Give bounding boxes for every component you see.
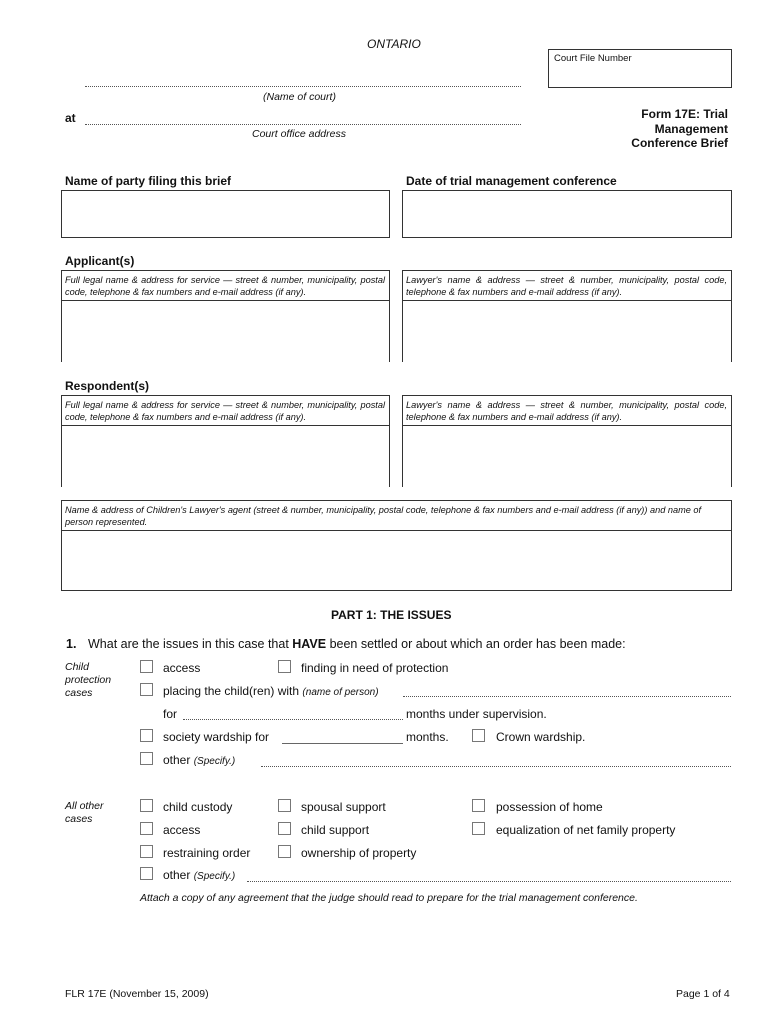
oc-access-label: access: [163, 823, 201, 837]
checkbox-society-wardship[interactable]: [140, 729, 153, 742]
cp-other-line: [261, 766, 731, 767]
name-of-court-label: (Name of court): [263, 91, 336, 103]
filing-party-input[interactable]: [63, 192, 388, 236]
cp-specify-hint: (Specify.): [193, 756, 236, 767]
restraining-order-label: restraining order: [163, 846, 251, 860]
checkbox-equalization[interactable]: [472, 822, 485, 835]
placing-children-text: placing the child(ren) with: [163, 684, 300, 698]
applicant-party-divider: [61, 300, 390, 301]
footer-page-number: Page 1 of 4: [676, 988, 730, 1000]
checkbox-finding-in-need[interactable]: [278, 660, 291, 673]
checkbox-placing-children[interactable]: [140, 683, 153, 696]
attach-agreement-note: Attach a copy of any agreement that the judge should read to prepare for the trial management conference.: [140, 892, 638, 904]
respondent-lawyer-divider: [402, 425, 732, 426]
footer-form-id: FLR 17E (November 15, 2009): [65, 988, 209, 1000]
for-label: for: [163, 707, 178, 721]
court-address-label: Court office address: [252, 128, 346, 140]
checkbox-ownership-property[interactable]: [278, 845, 291, 858]
respondent-party-hint: Full legal name & address for service — street & number, municipality, postal code, telephone & fax numbers and e-mail address (if any).: [65, 400, 385, 422]
name-of-person-hint: (name of person): [302, 687, 379, 698]
checkbox-crown-wardship[interactable]: [472, 729, 485, 742]
respondent-lawyer-hint: Lawyer's name & address — street & number, municipality, postal code, telephone & fax numbers and e-mail address (if any).: [406, 400, 727, 422]
oc-other-label: [163, 868, 235, 882]
ownership-property-label: ownership of property: [301, 846, 417, 860]
applicant-lawyer-input[interactable]: [404, 302, 730, 360]
months-label: months.: [406, 730, 449, 744]
checkbox-cp-other[interactable]: [140, 752, 153, 765]
respondent-party-divider: [61, 425, 390, 426]
court-file-number-input[interactable]: [554, 66, 726, 84]
placing-children-label: [163, 684, 379, 698]
filing-party-label: Name of party filing this brief: [65, 174, 232, 188]
placing-person-input[interactable]: [405, 682, 729, 696]
court-address-line: [85, 124, 521, 125]
all-other-cases-label: All other cases: [65, 800, 104, 825]
supervision-months-line: [183, 719, 403, 720]
checkbox-oc-other[interactable]: [140, 867, 153, 880]
months-under-supervision-label: months under supervision.: [406, 707, 547, 721]
supervision-months-input[interactable]: [185, 705, 401, 719]
conference-date-input[interactable]: [404, 192, 730, 236]
cp-access-label: access: [163, 661, 201, 675]
question-1-have: HAVE: [292, 637, 327, 651]
cp-other-text: other: [163, 753, 191, 767]
oc-specify-hint: (Specify.): [193, 871, 236, 882]
child-custody-label: child custody: [163, 800, 233, 814]
checkbox-spousal-support[interactable]: [278, 799, 291, 812]
question-1-text-start: What are the issues in this case that: [88, 637, 293, 651]
childrens-lawyer-divider: [61, 530, 732, 531]
equalization-label: equalization of net family property: [496, 823, 676, 837]
wardship-months-line: [282, 743, 403, 744]
applicant-lawyer-hint: Lawyer's name & address — street & number, municipality, postal code, telephone & fax numbers and e-mail address (if any).: [406, 275, 727, 297]
possession-home-label: possession of home: [496, 800, 603, 814]
conference-date-label: Date of trial management conference: [406, 174, 617, 188]
question-number: 1.: [66, 637, 77, 651]
childrens-lawyer-input[interactable]: [63, 532, 730, 589]
applicant-lawyer-divider: [402, 300, 732, 301]
form-title: Form 17E: Trial Management Conference Brief: [631, 107, 728, 150]
crown-wardship-label: Crown wardship.: [496, 730, 586, 744]
court-address-input[interactable]: [88, 108, 518, 123]
oc-other-text: other: [163, 868, 191, 882]
part1-title: PART 1: THE ISSUES: [331, 608, 452, 622]
checkbox-possession-home[interactable]: [472, 799, 485, 812]
applicant-party-hint: Full legal name & address for service — street & number, municipality, postal code, telephone & fax numbers and e-mail address (if any).: [65, 275, 385, 297]
childrens-lawyer-hint: Name & address of Children's Lawyer's agent (street & number, municipality, postal code, telephone & fax numbers and e-mail address (if any)) and name of person represented.: [65, 505, 702, 527]
oc-other-line: [247, 881, 731, 882]
respondents-heading: Respondent(s): [65, 379, 149, 393]
respondent-lawyer-input[interactable]: [404, 427, 730, 485]
placing-person-line: [403, 696, 731, 697]
name-of-court-input[interactable]: [88, 70, 518, 85]
child-protection-label: Child protection cases: [65, 661, 112, 699]
checkbox-restraining-order[interactable]: [140, 845, 153, 858]
cp-other-input[interactable]: [263, 752, 729, 766]
cp-other-label: [163, 753, 235, 767]
spousal-support-label: spousal support: [301, 800, 386, 814]
checkbox-child-support[interactable]: [278, 822, 291, 835]
child-support-label: child support: [301, 823, 370, 837]
question-1-text: [88, 637, 626, 651]
checkbox-cp-access[interactable]: [140, 660, 153, 673]
checkbox-oc-access[interactable]: [140, 822, 153, 835]
society-wardship-label: society wardship for: [163, 730, 270, 744]
applicants-heading: Applicant(s): [65, 254, 135, 268]
court-file-number-label: Court File Number: [554, 53, 632, 64]
checkbox-child-custody[interactable]: [140, 799, 153, 812]
finding-in-need-label: finding in need of protection: [301, 661, 449, 675]
wardship-months-input[interactable]: [284, 729, 401, 743]
name-of-court-line: [85, 86, 521, 87]
at-label: at: [65, 111, 76, 125]
oc-other-input[interactable]: [249, 867, 729, 881]
question-1-text-end: been settled or about which an order has been made:: [326, 637, 626, 651]
province-heading: ONTARIO: [367, 37, 421, 51]
applicant-party-input[interactable]: [63, 302, 388, 360]
respondent-party-input[interactable]: [63, 427, 388, 485]
